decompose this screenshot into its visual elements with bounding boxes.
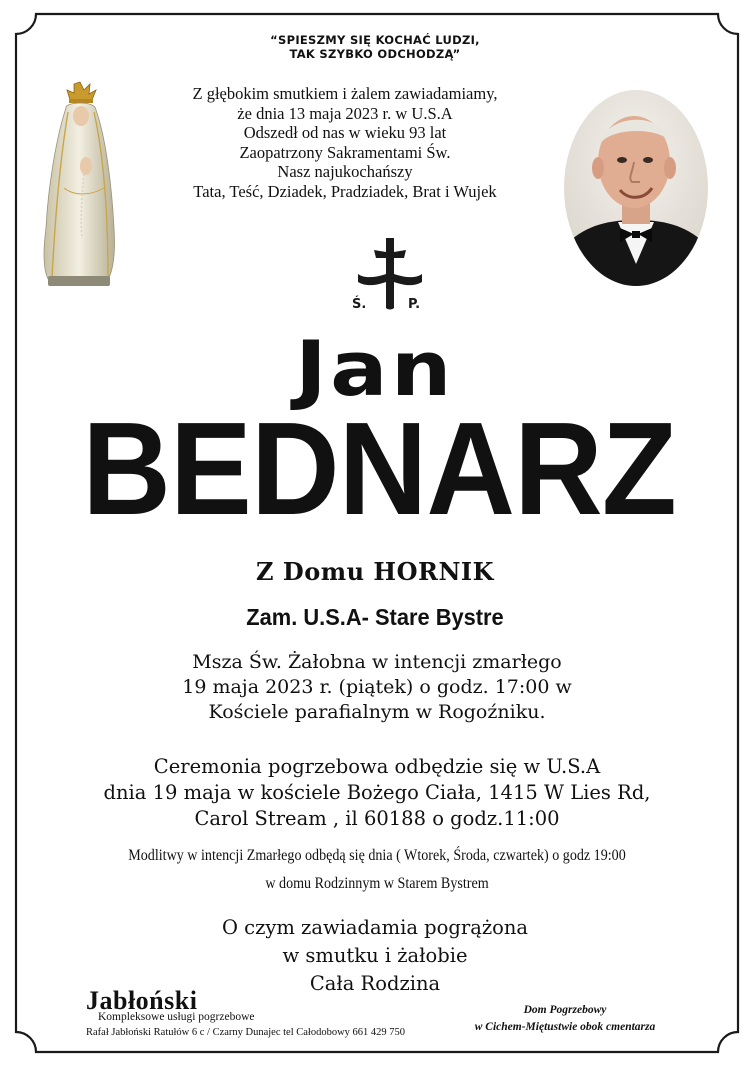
mass-line: Msza Św. Żałobna w intencji zmarłego <box>192 651 562 673</box>
maiden-name: Z Domu HORNIK <box>256 557 494 586</box>
deceased-portrait-photo <box>562 88 710 288</box>
mass-line: 19 maja 2023 r. (piątek) o godz. 17:00 w <box>182 676 572 698</box>
prayers-line: Modlitwy w intencji Zmarłego odbędą się dnia ( Wtorek, Środa, czwartek) o godz 19:00 <box>128 847 626 864</box>
deceased-surname: BEDNARZ <box>82 395 676 542</box>
ceremony-info <box>40 754 714 832</box>
announcement-intro <box>120 84 570 201</box>
ceremony-line: dnia 19 maja w kościele Bożego Ciała, 1415 W Lies Rd, <box>103 781 651 804</box>
header-quote <box>150 33 600 61</box>
closing-line: w smutku i żałobie <box>282 944 468 967</box>
ceremony-line: Ceremonia pogrzebowa odbędzie się w U.S.A <box>153 755 601 778</box>
deceased-first-name: Jan <box>295 324 455 413</box>
prayers-line: w domu Rodzinnym w Starem Bystrem <box>265 875 489 892</box>
intro-line: Nasz najukochańszy <box>277 162 413 181</box>
logo-name: Jabłoński <box>86 986 198 1015</box>
funeral-home-line-2: w Cichem-Miętustwie obok cmentarza <box>474 1021 656 1033</box>
quote-line-1: “SPIESZMY SIĘ KOCHAĆ LUDZI, <box>270 33 480 47</box>
closing-line: O czym zawiadamia pogrążona <box>221 916 529 939</box>
cross-icon <box>344 236 434 314</box>
intro-line: że dnia 13 maja 2023 r. w U.S.A <box>237 103 453 123</box>
residence: Zam. U.S.A- Stare Bystre <box>246 604 504 630</box>
intro-line: Tata, Teść, Dziadek, Pradziadek, Brat i Wujek <box>193 181 497 201</box>
funeral-home-info <box>440 1002 690 1036</box>
madonna-figure-image <box>34 78 120 290</box>
closing-line: Cała Rodzina <box>309 972 441 995</box>
cross-left-letter: Ś. <box>352 297 367 312</box>
funeral-home-line-1: Dom Pogrzebowy <box>523 1004 607 1016</box>
quote-line-2: TAK SZYBKO ODCHODZĄ” <box>289 47 461 61</box>
cross-right-letter: P. <box>408 297 421 312</box>
mass-line: Kościele parafialnym w Rogoźniku. <box>208 701 546 723</box>
intro-line: Z głębokim smutkiem i żalem zawiadamiamy, <box>192 84 498 103</box>
intro-line: Zaopatrzony Sakramentami Św. <box>239 142 451 162</box>
logo-address: Rafał Jabłoński Ratułów 6 c / Czarny Dunajec tel Całodobowy 661 429 750 <box>86 1027 406 1038</box>
prayers-info <box>98 842 656 898</box>
intro-line: Odszedł od nas w wieku 93 lat <box>243 123 447 142</box>
logo-subtitle: Kompleksowe usługi pogrzebowe <box>98 1011 255 1023</box>
mass-info <box>80 650 674 725</box>
funeral-service-logo <box>86 986 426 1046</box>
ceremony-line: Carol Stream , il 60188 o godz.11:00 <box>194 807 560 830</box>
